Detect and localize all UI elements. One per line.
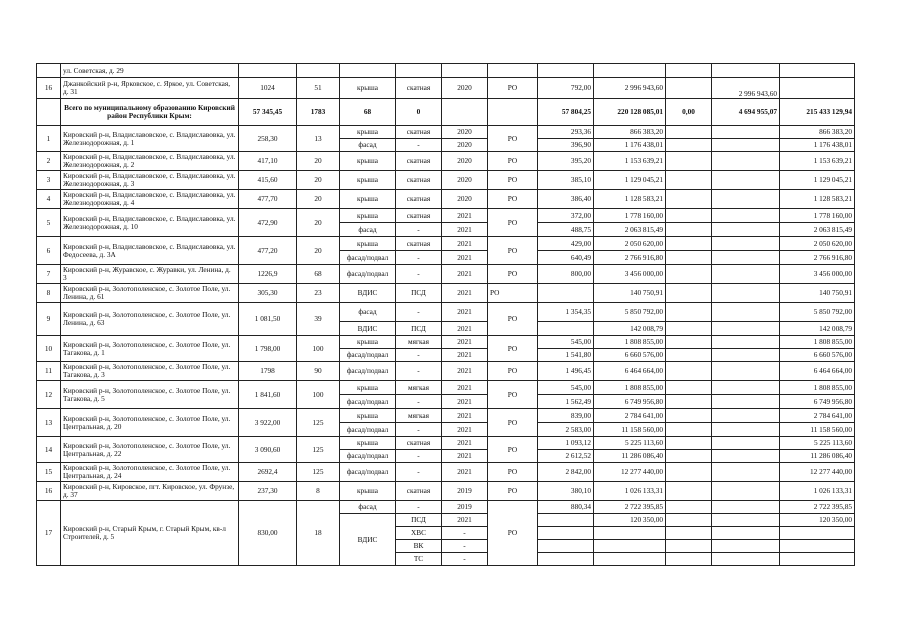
table-row	[37, 64, 855, 78]
total-row: Всего по муниципальному образованию Кировский район Республики Крым: 57 345,45 1783 68 0 57 804,25 220 128 085,01 0,00 4 694 955,07 215 433 129,94	[37, 99, 855, 126]
table-row: 12 Кировский р-н, Золотополенское, с. Золотое Поле, ул. Тагакова, д. 5 1 841,60 100 крыша мягкая 2021 РО 545,00 1 808 855,00 1 808 855,00	[37, 381, 855, 395]
table-row: ВК -	[37, 540, 855, 553]
table-row: 11 Кировский р-н, Золотополенское, с. Золотое Поле, ул. Тагакова, д. 3 1798 90 фасад/подвал - 2021 РО 1 496,45 6 464 664,00 6 464 664,00	[37, 362, 855, 381]
table-row: 16 Кировский р-н, Кировское, пгт. Кировское, ул. Фрунзе, д. 37 237,30 8 крыша скатная 2019 РО 380,10 1 026 133,31 1 026 133,31	[37, 482, 855, 501]
address-cell: ул. Советская, д. 29	[61, 64, 239, 78]
table-row: фасад/подвал - 2021 640,49 2 766 916,80 2 766 916,80	[37, 251, 855, 265]
table-row: фасад - 2020 396,90 1 176 438,01 1 176 438,01	[37, 139, 855, 152]
table-row: ХВС -	[37, 527, 855, 540]
table-row: 10 Кировский р-н, Золотополенское, с. Золотое Поле, ул. Тагакова, д. 1 1 798,00 100 крыша мягкая 2021 РО 545,00 1 808 855,00 1 808 855,00	[37, 336, 855, 349]
table-row: фасад/подвал - 2021 1 562,49 6 749 956,80 6 749 956,80	[37, 395, 855, 409]
table-row: 2 Кировский р-н, Владиславовское, с. Владиславовка, ул. Железнодорожная, д. 2 417,10 20 крыша скатная 2020 РО 395,20 1 153 639,21 1 153 639,21	[37, 152, 855, 171]
table-row: 7 Кировский р-н, Журавское, с. Журавки, ул. Ленина, д. 3 1226,9 68 фасад/подвал - 2021 РО 800,00 3 456 000,00 3 456 000,00	[37, 265, 855, 284]
table-row: 14 Кировский р-н, Золотополенское, с. Золотое Поле, ул. Центральная, д. 22 3 090,60 125 крыша скатная 2021 РО 1 093,12 5 225 113,60 5 225 113,60	[37, 437, 855, 450]
table-row: фасад/подвал - 2021 2 583,00 11 158 560,00 11 158 560,00	[37, 423, 855, 437]
table-row: 8 Кировский р-н, Золотополенское, с. Золотое Поле, ул. Ленина, д. 61 305,30 23 ВДИС ПСД 2021 РО 140 750,91 140 750,91	[37, 284, 855, 303]
table-row: 4 Кировский р-н, Владиславовское, с. Владиславовка, ул. Железнодорожная, д. 4 477,70 20 крыша скатная 2020 РО 386,40 1 128 583,21 1 128 583,21	[37, 190, 855, 209]
table-row: 15 Кировский р-н, Золотополенское, с. Золотое Поле, ул. Центральная, д. 24 2692,4 125 фасад/подвал - 2021 РО 2 842,00 12 277 440,00 12 277 440,00	[37, 463, 855, 482]
table-row: 6 Кировский р-н, Владиславовское, с. Владиславовка, ул. Федосеева, д. 3А 477,20 20 крыша скатная 2021 РО 429,00 2 050 620,00 2 050 620,00	[37, 237, 855, 251]
table-row: 17 Кировский р-н, Старый Крым, г. Старый Крым, кв-л Строителей, д. 5 830,00 18 фасад - 2019 РО 880,34 2 722 395,85 2 722 395,85	[37, 501, 855, 514]
total-label: Всего по муниципальному образованию Кировский район Республики Крым:	[61, 99, 239, 126]
table-row: 1 Кировский р-н, Владиславовское, с. Владиславовка, ул. Железнодорожная, д. 1 258,30 13 крыша скатная 2020 РО 293,36 866 383,20 866 383,20	[37, 126, 855, 139]
table-row: ВДИС ПСД 2021 142 008,79 142 008,79	[37, 322, 855, 336]
capital-repair-table	[36, 63, 855, 566]
table-row: 3 Кировский р-н, Владиславовское, с. Владиславовка, ул. Железнодорожная, д. 3 415,60 20 крыша скатная 2020 РО 385,10 1 129 045,21 1 129 045,21	[37, 171, 855, 190]
table-row: фасад - 2021 488,75 2 063 815,49 2 063 815,49	[37, 223, 855, 237]
table-row: 13 Кировский р-н, Золотополенское, с. Золотое Поле, ул. Центральная, д. 20 3 922,00 125 крыша мягкая 2021 РО 839,00 2 784 641,00 2 784 641,00	[37, 409, 855, 423]
table-row: 16 Джанкойский р-н, Ярковское, с. Яркое, ул. Советская, д. 31 1024 51 крыша скатная 2020 РО 792,00 2 996 943,60 2 996 943,60	[37, 78, 855, 99]
table-row: ВДИС ПСД 2021 120 350,00 120 350,00	[37, 514, 855, 527]
table-row: фасад/подвал - 2021 1 541,80 6 660 576,00 6 660 576,00	[37, 349, 855, 362]
table-row: 5 Кировский р-н, Владиславовское, с. Владиславовка, ул. Железнодорожная, д. 10 472,90 20 крыша скатная 2021 РО 372,00 1 778 160,00 1 778 160,00	[37, 209, 855, 223]
table-row: ТС -	[37, 553, 855, 566]
table-row: фасад/подвал - 2021 2 612,52 11 286 086,40 11 286 086,40	[37, 450, 855, 463]
table-row: 9 Кировский р-н, Золотополенское, с. Золотое Поле, ул. Ленина, д. 63 1 081,50 39 фасад - 2021 РО 1 354,35 5 850 792,00 5 850 792,00	[37, 303, 855, 322]
